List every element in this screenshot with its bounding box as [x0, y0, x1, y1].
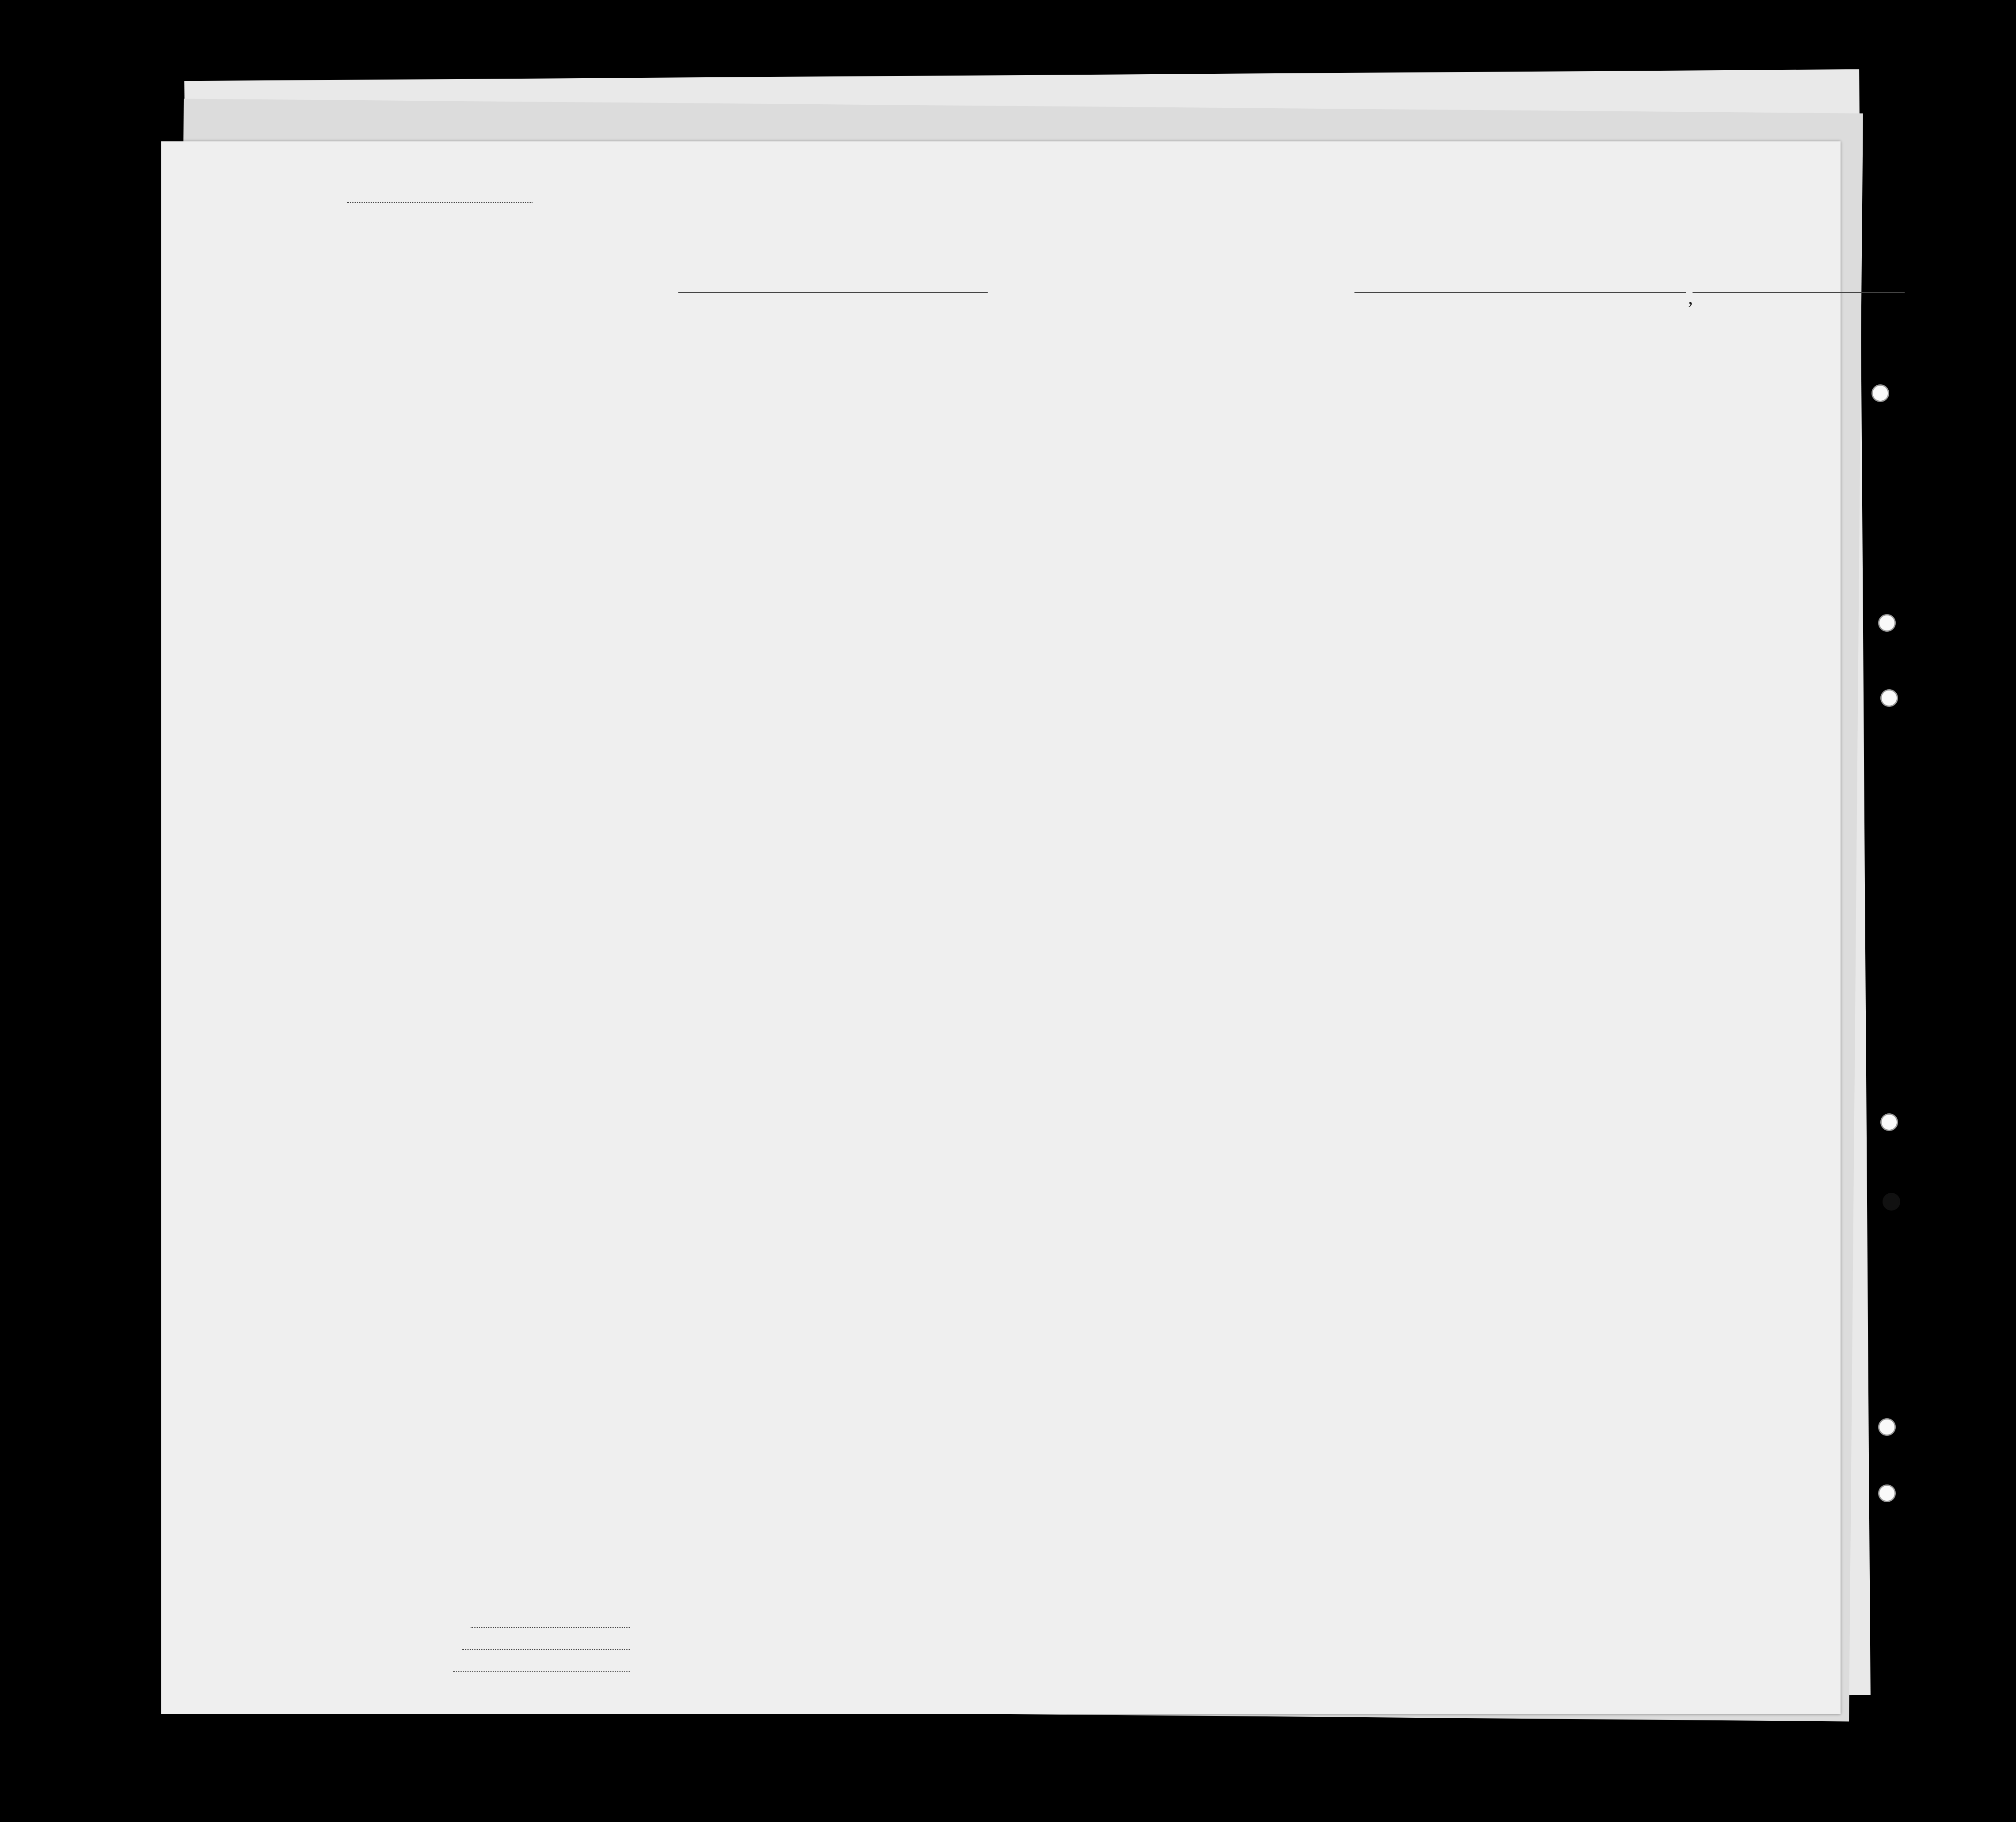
punch-hole: [1878, 1418, 1896, 1436]
punch-hole: [1880, 689, 1898, 707]
punch-hole: [1878, 614, 1896, 632]
total-passengers-line: [471, 1627, 630, 1628]
punch-hole: [1880, 1113, 1898, 1131]
punch-hole: [1883, 1193, 1900, 1211]
aliens-line: [453, 1671, 630, 1672]
punch-hole: [1878, 1484, 1896, 1502]
comma: ,: [1688, 287, 1693, 308]
manifest-grid: [161, 141, 1841, 1714]
manifest-page: [161, 141, 1841, 1714]
punch-hole: [1871, 384, 1889, 402]
us-citizens-line: [462, 1649, 630, 1650]
